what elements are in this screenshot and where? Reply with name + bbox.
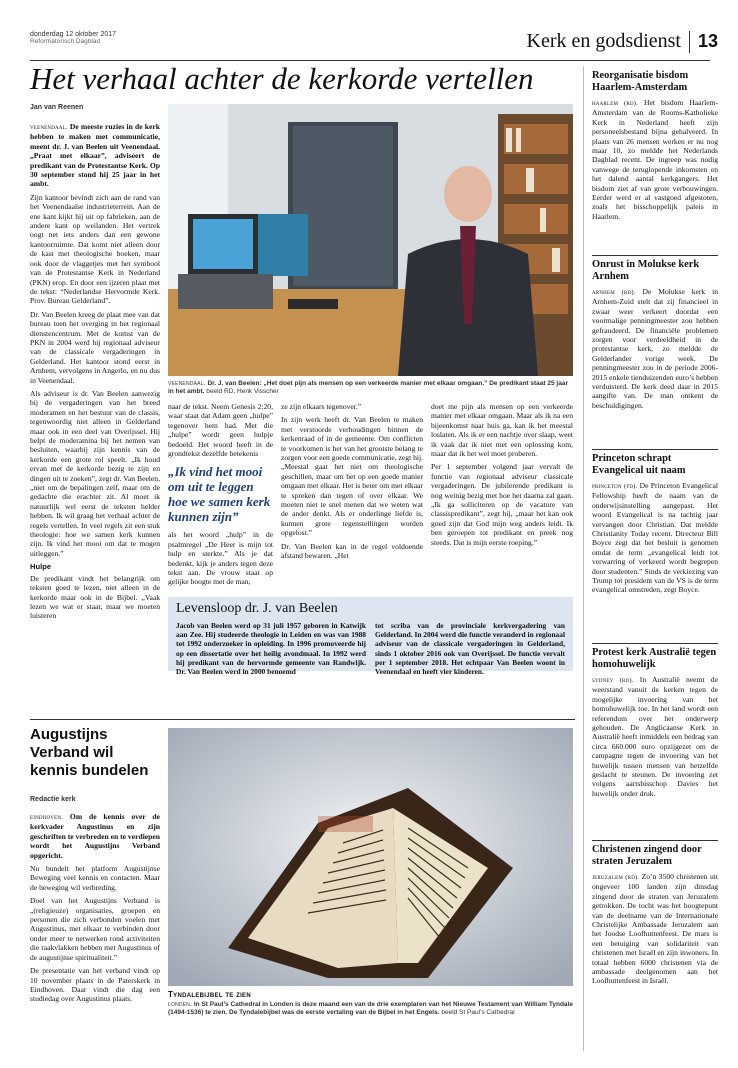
paragraph: In zijn werk heeft dr. Van Beelen te maken met verstoorde verhoudingen binnen de kerkenraad of in de gemeente. Om conflicten te voorkomen is het van het grootste belang te zorgen voor een goede communicatie, zegt hij. „Meestal gaat het niet om theologische geschillen, maar om het op een goede manier omgaan met elkaar. Het is beter om met elkaar te spreken dan tegen of over elkaar. We moeten niet te snel menen dat we weten wat de ander denkt. Als er onderlinge liefde is, kunnen grote tegenstellingen worden opgelost.” <box>281 415 423 538</box>
bible-image <box>168 728 573 986</box>
caption-text: In St Paul’s Cathedral in Londen is deze maand een van de drie exemplaren van het Nieuwe Testament van William Tyndale (1494-1536) te zien. De Tyndalebijbel was de eerste vertaling van de Bijbel in het Engels. <box>168 1001 573 1017</box>
paragraph: Dr. Van Beelen kreeg de plaat mee van dat bureau toen het overging in het regionaal dienstencentrum. Met de komst van de PKN in 2004 werd hij regionaal adviseur van de classicale vergaderingen in Gelderland. Het kantoor stond eerst in Arnhem, vervolgens in Angerlo, en nu dus in Veenendaal. <box>30 309 160 385</box>
augustijns-headline: Augustijns Verband wil kennis bundelen <box>30 726 149 779</box>
brief-title: Onrust in Molukse kerk Arnhem <box>592 259 700 282</box>
tyndale-caption <box>168 990 573 1018</box>
brief-title: Christenen zingend door straten Jeruzalem <box>592 844 702 867</box>
section-rule <box>30 719 575 720</box>
lead-byline: Jan van Reenen <box>30 104 84 111</box>
brief-place: princeton (fd). <box>592 483 638 490</box>
photo-credit: beeld RD, Henk Visscher <box>206 388 279 396</box>
brief-text: Het bisdom Haarlem-Amsterdam van de Rooms-Katholieke Kerk in Nederland heeft zijn personeelsbestand bijna gehalveerd. In plaats van 26 mensen werken er nu nog maar 10, zo meldde het Nederlands Dagblad recent. De ingreep was nodig vanwege de teruglopende inkomsten en het dalend aantal kerkgangers. Het bisdom ziet af van grote verbouwingen. Eerder werd er al vastgoed afgestoten, zoals het bisschoppelijk paleis in Haarlem. <box>592 98 718 221</box>
tyndale-title: Tyndalebijbel te zien <box>168 990 251 999</box>
brief-item <box>592 255 718 449</box>
caption-place: veenendaal. <box>168 380 206 387</box>
page-number: 13 <box>697 31 718 51</box>
brief-title: Reorganisatie bisdom Haarlem-Amsterdam <box>592 70 689 93</box>
caption-place: londen. <box>168 1001 193 1008</box>
brief-text: De Princeton Evangelical Fellowship heeft de naam van de onderwijsinstelling aangepast. Het woord Evangelical is na tachtig jaar vervangen door Christian. Dat meldde Christianity Today recent. Directeur Bill Boyce zegt dat het besluit is genomen omdat de term „evangelical leidt tot verwarring of verkeerd wordt begrepen door studenten.” Sinds de verkiezing van Trump tot president van de VS is de term evangelical omstreden, zegt Boyce. <box>592 481 718 595</box>
paragraph: doet me pijn als mensen op een verkeerde manier met elkaar omgaan. Maar als ik na een bijeenkomst naar huis ga, kan ik het meestal loslaten. Als ik er een nachtje over slaap, weet ik vaak dat ik niet met een oplossing kom, maar dat ik het wel moet proberen. <box>431 402 573 459</box>
bio-left-text: Jacob van Beelen werd op 31 juli 1957 geboren in Katwijk aan Zee. Hij studeerde theologie in Leiden en was van 1988 tot 1992 onderzoeker in opleiding. In 1996 promoveerde hij op een dissertatie over het heilig avondmaal. In 1992 werd hij predikant van de hervormde gemeente van Randwijk. Dr. Van Beelen werd in 2000 benoemd <box>176 621 366 677</box>
pullquote: „Ik vind het mooi om uit te leggen hoe we samen kerk kunnen zijn” <box>168 464 271 525</box>
section-header <box>527 30 718 53</box>
paragraph: ze zijn elkaars tegenover.” <box>281 402 362 411</box>
lead-column-2 <box>168 402 273 592</box>
paragraph: Nu bundelt het platform Augustijnse Beweging veel kennis en contacten. Maar de beweging wil verbreding. <box>30 864 160 892</box>
brief-item <box>592 840 718 1044</box>
paragraph: Dr. Van Beelen kan in de regel voldoende afstand bewaren. „Het <box>281 541 423 561</box>
intro-text: Om de kennis over de kerkvader Augustinus en zijn geschriften te verbreden en te verdiepen wordt het Augustijns Verband opgericht. <box>30 812 160 860</box>
brief-title: Princeton schrapt Evangelical uit naam <box>592 453 686 476</box>
caption-text: Dr. J. van Beelen: „Het doet pijn als mensen op een verkeerde manier met elkaar omgaan.” De predikant staat 25 jaar in het ambt. <box>168 380 568 396</box>
paragraph: Zijn kantoor bevindt zich aan de rand van het Veenendaalse industrieterrein. Aan de ene kant kijkt hij uit op fabrieken, aan de andere kant op weilanden. Het vertrek oogt net iets anders dan een gewone kantoorruimte. Dat komt niet alleen door de kast met theologische boeken, maar ook door de vlaggetjes met het symbool van de Protestantse Kerk in Nederland (PKN) erop. En door een ijzeren plaat met de tekst: “Nederlandse Hervormde Kerk. Prov. Bureau Gelderland”. <box>30 192 160 306</box>
brief-text: In Australië neemt de weerstand vanuit de kerken tegen de mogelijke invoering van het homohuwelijk toe. In het land wordt een referendum over het onderwerp gehouden. De Anglicaanse Kerk in Australië heeft inmiddels een bedrag van circa 660.000 euro opzijgezet om de campagne tegen de invoering van het huwelijk tussen mensen van hetzelfde geslacht te steunen. De invoering zet volgens aartsbisschop Davies het huwelijk onder druk. <box>592 675 718 798</box>
brief-title: Protest kerk Australië tegen homohuwelijk <box>592 647 717 670</box>
office-portrait-image <box>168 104 573 376</box>
bio-box <box>168 597 573 677</box>
brief-item <box>592 70 718 255</box>
paragraph: Doel van het Augustijns Verband is „(religieuze) organisaties, groepen en personen die zich verbonden voelen met Augustinus, met elkaar te verbinden door onder meer te netwerken rond activiteiten die raakvlakken hebben met Augustinus of de augustijnse spiritualiteit.” <box>30 896 160 962</box>
column-rule <box>583 66 584 1051</box>
paragraph: Als adviseur is dr. Van Beelen aanwezig bij de vergaderingen van het breed moderamen en het bestuur van de classis, tegenwoordig niet alleen in Gelderland maar ook in een deel van Overijssel. Hij helpt de moderamina bij het nemen van besluiten, waarbij zijn kennis van de kerkorde een grote rol speelt. „Ik houd ervan met de kerkorde bezig te zijn en dingen uit te zoeken”, zegt dr. Van Beelen, „niet om de bepalingen zelf, maar om de gedachte die erachter zit. Al moet ik natuurlijk wel eerst de teksten helder hebben. Ik wil graag het verhaal achter de regels vertellen. In veel regels zit een stuk theologie: hoe we samen kerk kunnen zijn. Ik vind het mooi om dat te mogen uitleggen.” <box>30 388 160 558</box>
intro-place: veenendaal. <box>30 124 68 131</box>
paragraph: De predikant vindt het belangrijk om teksten goed te lezen, niet alleen in de kerkorde maar ook in de Bijbel. „Vaak lezen we wat er staat, maar we moeten luisteren <box>30 573 160 621</box>
brief-place: jeruzalem (rd). <box>592 874 640 881</box>
brief-place: haarlem (rd). <box>592 100 638 107</box>
subhead: Hulpe <box>30 562 52 572</box>
augustijns-column <box>30 812 160 1047</box>
lead-intro <box>30 122 160 189</box>
brief-text: De Molukse kerk in Arnhem-Zuid stelt dat zij financieel in zwaar weer verkeert doordat een voormalige penningmeester zou hebben gefraudeerd. De financiële problemen zorgen voor verdeeldheid in de protestantse kerk, zo meldde de Gelderlander vorige week. De penningmeester zou in de periode 2006-2015 enkele tienduizenden euro’s hebben verduisterd. De kerk deed daar in 2015 aangifte van. De man ontkent de beschuldigingen. <box>592 287 719 410</box>
intro-text: De meeste ruzies in de kerk hebben te maken met communicatie, meent dr. J. van Beelen uit Veenendaal. „Praat met elkaar”, adviseert de predikant van de Protestantse Kerk. Op 30 september stond hij 25 jaar in het ambt. <box>30 122 160 189</box>
intro-place: eindhoven. <box>30 814 64 821</box>
paragraph: als het woord „hulp” in de psalmregel „De Heer is mijn tot hulp en sterkte.” Als je dat bedenkt, kijk je anders tegen deze tekst aan. De vrouw staat op gelijke hoogte met de man, <box>168 530 273 587</box>
photo-credit: beeld St Paul’s Cathedral <box>441 1009 515 1017</box>
section-title: Kerk en godsdienst <box>526 30 681 52</box>
bio-title: Levensloop dr. J. van Beelen <box>176 601 338 616</box>
issue-date <box>30 31 116 45</box>
lead-column-1 <box>30 122 160 670</box>
news-sidebar <box>592 70 718 1055</box>
brief-item <box>592 643 718 840</box>
paragraph: De presentatie van het verband vindt op 10 november plaats in de Paterskerk in Eindhoven. Daar vindt die dag een studiedag over Augustinus plaats. <box>30 966 160 1004</box>
lead-photo-caption <box>168 380 573 397</box>
paper-name: Reformatorisch Dagblad <box>30 38 101 45</box>
lead-column-4 <box>431 402 573 592</box>
date-text: donderdag 12 oktober 2017 <box>30 31 117 38</box>
lead-photo <box>168 104 573 376</box>
bio-right-text: tot scriba van de provinciale kerkvergadering van Gelderland. In 2004 werd die functie veranderd in regionaal adviseur van de classicale vergaderingen in Gelderland, sinds 1 oktober 2016 ook van Overijssel. De functie vervalt per 1 september 2018. Het echtpaar Van Beelen woont in Veenendaal en heeft vier kinderen. <box>375 621 565 677</box>
brief-place: arnhem (rd). <box>592 289 636 296</box>
lead-column-3 <box>281 402 423 592</box>
paragraph: Per 1 september volgend jaar vervalt de functie van regionaal adviseur classicale vergaderingen. De jubilerende predikant is nog weinig bezig met hoe het daarna zal gaan. „Ik ga solliciteren op de vacature van classispredikant”, zegt hij, „maar het kan ook goed zijn dat God mijn weg anders leidt. Ik ben geroepen tot predikant en preek nog steeds. Dat is mijn eerste roeping.” <box>431 462 573 547</box>
lead-headline: Het verhaal achter de kerkorde vertellen <box>30 61 534 96</box>
augustijns-byline: Redactie kerk <box>30 796 76 803</box>
brief-item <box>592 449 718 643</box>
brief-place: sydney (rd). <box>592 677 634 684</box>
brief-text: Zo’n 3500 christenen uit ongeveer 100 landen zijn dinsdag zingend door de straten van Jeruzalem getrokken. De tocht was het hoogtepunt van de deelname van de Internationale Christelijke Ambassade Jeruzalem aan het Joodse Loofhuttenfeest. De mars is een betuiging van solidariteit van christenen met Israël en zijn inwoners. In totaal hebben 6000 christenen via de ambassade deelgenomen aan het Loofhuttenfeest in Israël. <box>592 872 718 986</box>
tyndale-photo <box>168 728 573 986</box>
header-divider <box>689 31 690 53</box>
paragraph: naar de tekst. Neem Genesis 2:20, waar staat dat Adam geen „hulpe” tegenover hem had. Met die „hulpe” wordt geen hulpje bedoeld. Het woord heeft in de grondtekst dezelfde betekenis <box>168 402 273 459</box>
